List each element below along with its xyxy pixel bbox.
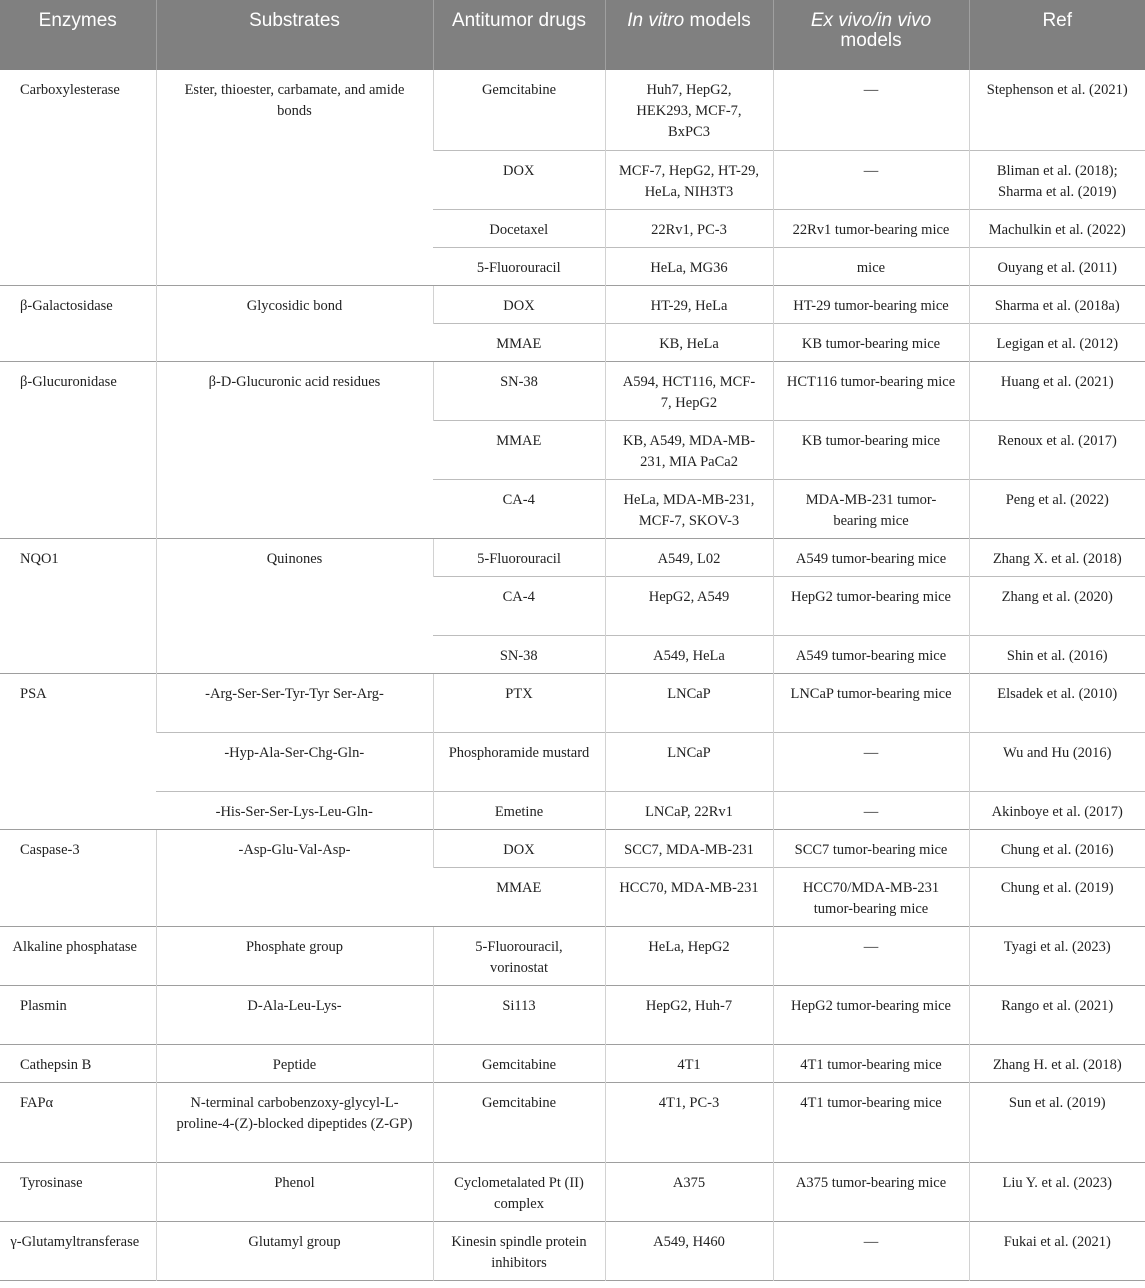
cell-ref: Rango et al. (2021) (969, 985, 1145, 1044)
cell-in-vitro: HT-29, HeLa (605, 285, 773, 323)
cell-ex-vivo: — (773, 926, 969, 985)
cell-substrate: -Arg-Ser-Ser-Tyr-Tyr Ser-Arg- (156, 673, 433, 732)
cell-ref: Chung et al. (2019) (969, 867, 1145, 926)
cell-enzyme: Tyrosinase (0, 1162, 156, 1221)
cell-enzyme: NQO1 (0, 538, 156, 673)
cell-ex-vivo: HepG2 tumor-bearing mice (773, 985, 969, 1044)
cell-in-vitro: A549, L02 (605, 538, 773, 576)
cell-ex-vivo: — (773, 70, 969, 150)
cell-ref: Peng et al. (2022) (969, 479, 1145, 538)
cell-ref: Ouyang et al. (2011) (969, 247, 1145, 285)
table-row (0, 673, 1145, 732)
cell-ref: Zhang X. et al. (2018) (969, 538, 1145, 576)
cell-drug: Phosphoramide mustard (433, 732, 605, 791)
header-antitumor-drugs: Antitumor drugs (433, 0, 605, 70)
cell-ex-vivo: — (773, 732, 969, 791)
cell-enzyme: PSA (0, 673, 156, 829)
cell-in-vitro: HCC70, MDA-MB-231 (605, 867, 773, 926)
cell-substrate: Peptide (156, 1044, 433, 1082)
cell-drug: Gemcitabine (433, 1082, 605, 1162)
cell-enzyme: β-Glucuronidase (0, 361, 156, 538)
cell-ex-vivo: A549 tumor-bearing mice (773, 635, 969, 673)
table-row (0, 70, 1145, 150)
cell-ex-vivo: HCT116 tumor-bearing mice (773, 361, 969, 420)
cell-drug: MMAE (433, 867, 605, 926)
header-ex-vivo-models: Ex vivo/in vivo models (773, 0, 969, 70)
table-row (0, 1044, 1145, 1082)
cell-enzyme: β-Galactosidase (0, 285, 156, 361)
cell-enzyme: Plasmin (0, 985, 156, 1044)
cell-ex-vivo: 22Rv1 tumor-bearing mice (773, 209, 969, 247)
table-row (0, 1162, 1145, 1221)
cell-drug: MMAE (433, 323, 605, 361)
cell-substrate: Ester, thioester, carbamate, and amide bonds (156, 70, 433, 285)
cell-substrate: Phenol (156, 1162, 433, 1221)
cell-drug: Docetaxel (433, 209, 605, 247)
table-row (0, 985, 1145, 1044)
cell-substrate: -Asp-Glu-Val-Asp- (156, 829, 433, 926)
cell-ex-vivo: 4T1 tumor-bearing mice (773, 1082, 969, 1162)
table-row (0, 285, 1145, 323)
table-row (0, 829, 1145, 867)
cell-in-vitro: HeLa, MG36 (605, 247, 773, 285)
header-substrates: Substrates (156, 0, 433, 70)
cell-ex-vivo: HepG2 tumor-bearing mice (773, 576, 969, 635)
cell-in-vitro: KB, HeLa (605, 323, 773, 361)
header-in-vitro-models: In vitro models (605, 0, 773, 70)
cell-in-vitro: A375 (605, 1162, 773, 1221)
cell-ref: Zhang H. et al. (2018) (969, 1044, 1145, 1082)
cell-enzyme: Cathepsin B (0, 1044, 156, 1082)
cell-drug: 5-Fluorouracil (433, 247, 605, 285)
cell-ref: Shin et al. (2016) (969, 635, 1145, 673)
cell-ex-vivo: — (773, 1221, 969, 1280)
cell-substrate: -His-Ser-Ser-Lys-Leu-Gln- (156, 791, 433, 829)
cell-drug: 5-Fluorouracil, vorinostat (433, 926, 605, 985)
cell-drug: 5-Fluorouracil (433, 538, 605, 576)
table-row (0, 1082, 1145, 1162)
cell-in-vitro: MCF-7, HepG2, HT-29, HeLa, NIH3T3 (605, 150, 773, 209)
header-row (0, 0, 1145, 70)
cell-in-vitro: A549, H460 (605, 1221, 773, 1280)
cell-ref: Akinboye et al. (2017) (969, 791, 1145, 829)
cell-ref: Wu and Hu (2016) (969, 732, 1145, 791)
table-row (0, 361, 1145, 420)
cell-ref: Tyagi et al. (2023) (969, 926, 1145, 985)
cell-drug: DOX (433, 829, 605, 867)
cell-drug: Kinesin spindle protein inhibitors (433, 1221, 605, 1280)
cell-ex-vivo: A549 tumor-bearing mice (773, 538, 969, 576)
cell-drug: Gemcitabine (433, 70, 605, 150)
cell-in-vitro: LNCaP (605, 673, 773, 732)
header-ref: Ref (969, 0, 1145, 70)
cell-substrate: β-D-Glucuronic acid residues (156, 361, 433, 538)
cell-ex-vivo: — (773, 150, 969, 209)
cell-in-vitro: LNCaP (605, 732, 773, 791)
cell-ex-vivo: 4T1 tumor-bearing mice (773, 1044, 969, 1082)
cell-substrate: Quinones (156, 538, 433, 673)
table-row (0, 791, 1145, 829)
cell-in-vitro: 4T1, PC-3 (605, 1082, 773, 1162)
cell-enzyme: γ-Glutamyltransferase (0, 1221, 156, 1280)
cell-drug: Emetine (433, 791, 605, 829)
cell-ref: Fukai et al. (2021) (969, 1221, 1145, 1280)
cell-drug: CA-4 (433, 576, 605, 635)
cell-in-vitro: SCC7, MDA-MB-231 (605, 829, 773, 867)
cell-in-vitro: HepG2, Huh-7 (605, 985, 773, 1044)
cell-in-vitro: HeLa, MDA-MB-231, MCF-7, SKOV-3 (605, 479, 773, 538)
cell-in-vitro: KB, A549, MDA-MB-231, MIA PaCa2 (605, 420, 773, 479)
cell-ref: Renoux et al. (2017) (969, 420, 1145, 479)
cell-in-vitro: Huh7, HepG2, HEK293, MCF-7, BxPC3 (605, 70, 773, 150)
cell-enzyme: Alkaline phosphatase (0, 926, 156, 985)
cell-ex-vivo: mice (773, 247, 969, 285)
cell-ref: Stephenson et al. (2021) (969, 70, 1145, 150)
cell-ex-vivo: LNCaP tumor-bearing mice (773, 673, 969, 732)
cell-ex-vivo: A375 tumor-bearing mice (773, 1162, 969, 1221)
cell-ex-vivo: KB tumor-bearing mice (773, 420, 969, 479)
cell-ex-vivo: — (773, 791, 969, 829)
cell-enzyme: Caspase-3 (0, 829, 156, 926)
table-row (0, 1221, 1145, 1280)
cell-drug: Gemcitabine (433, 1044, 605, 1082)
cell-substrate: Glycosidic bond (156, 285, 433, 361)
cell-substrate: Glutamyl group (156, 1221, 433, 1280)
cell-in-vitro: 22Rv1, PC-3 (605, 209, 773, 247)
cell-in-vitro: A594, HCT116, MCF-7, HepG2 (605, 361, 773, 420)
cell-substrate: -Hyp-Ala-Ser-Chg-Gln- (156, 732, 433, 791)
cell-ref: Bliman et al. (2018); Sharma et al. (2019) (969, 150, 1145, 209)
cell-ref: Elsadek et al. (2010) (969, 673, 1145, 732)
cell-substrate: D-Ala-Leu-Lys- (156, 985, 433, 1044)
cell-ex-vivo: SCC7 tumor-bearing mice (773, 829, 969, 867)
cell-ex-vivo: HT-29 tumor-bearing mice (773, 285, 969, 323)
cell-drug: SN-38 (433, 635, 605, 673)
cell-drug: SN-38 (433, 361, 605, 420)
cell-drug: MMAE (433, 420, 605, 479)
cell-drug: Si113 (433, 985, 605, 1044)
cell-in-vitro: LNCaP, 22Rv1 (605, 791, 773, 829)
cell-enzyme: FAPα (0, 1082, 156, 1162)
cell-ref: Chung et al. (2016) (969, 829, 1145, 867)
cell-drug: Cyclometalated Pt (II) complex (433, 1162, 605, 1221)
cell-ref: Machulkin et al. (2022) (969, 209, 1145, 247)
cell-ex-vivo: KB tumor-bearing mice (773, 323, 969, 361)
header-enzymes: Enzymes (0, 0, 156, 70)
cell-in-vitro: 4T1 (605, 1044, 773, 1082)
cell-in-vitro: A549, HeLa (605, 635, 773, 673)
table-row (0, 538, 1145, 576)
cell-ref: Liu Y. et al. (2023) (969, 1162, 1145, 1221)
cell-drug: DOX (433, 150, 605, 209)
cell-ref: Zhang et al. (2020) (969, 576, 1145, 635)
cell-enzyme: Carboxylesterase (20, 82, 120, 98)
cell-ex-vivo: HCC70/MDA-MB-231 tumor-bearing mice (773, 867, 969, 926)
cell-substrate: Phosphate group (156, 926, 433, 985)
cell-in-vitro: HepG2, A549 (605, 576, 773, 635)
cell-drug: PTX (433, 673, 605, 732)
cell-in-vitro: HeLa, HepG2 (605, 926, 773, 985)
table-row (0, 732, 1145, 791)
cell-ref: Huang et al. (2021) (969, 361, 1145, 420)
cell-ex-vivo: MDA-MB-231 tumor-bearing mice (773, 479, 969, 538)
cell-ref: Sharma et al. (2018a) (969, 285, 1145, 323)
cell-ref: Sun et al. (2019) (969, 1082, 1145, 1162)
table-row (0, 926, 1145, 985)
cell-drug: DOX (433, 285, 605, 323)
cell-drug: CA-4 (433, 479, 605, 538)
cell-substrate: N-terminal carbobenzoxy-glycyl-L-proline-4-(Z)-blocked dipeptides (Z-GP) (156, 1082, 433, 1162)
cell-ref: Legigan et al. (2012) (969, 323, 1145, 361)
